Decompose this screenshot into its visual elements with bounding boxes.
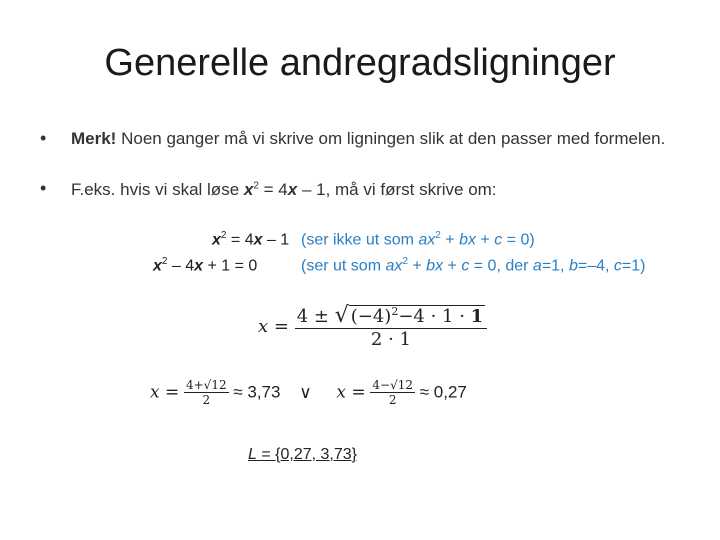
- formula-denominator: 2 · 1: [370, 329, 411, 350]
- bullet-2-marker: •: [40, 178, 47, 198]
- formula-fraction: [295, 303, 487, 350]
- merk-label: Merk!: [71, 129, 117, 148]
- radicand: $(-4)^2-4 \cdot 1 \cdot 1$: [350, 305, 484, 327]
- solution-2-value: ≈ 0,27: [419, 382, 467, 402]
- equation-rewritten-note: (ser ut som $ax^2$ + bx + c = 0, der a=1, b=–4, c=1): [301, 256, 646, 275]
- solution-2-fraction: $\frac{4-√12}{2}$: [372, 378, 413, 407]
- equation-original-note: (ser ikke ut som $ax^2$ + bx + c = 0): [301, 230, 535, 249]
- formula-numerator: 4 ± √ $(-4)^2-4 \cdot 1 \cdot 1$: [295, 303, 487, 329]
- solution-1-fraction: $\frac{4+√12}{2}$: [185, 378, 227, 407]
- solution-set: L = {0,27, 3,73}: [248, 446, 357, 463]
- bullet-1-text: Merk! Noen ganger må vi skrive om ligningen slik at den passer med formelen.: [71, 129, 666, 148]
- slide-title: Generelle andregradsligninger: [104, 42, 616, 84]
- quadratic-formula: [258, 303, 487, 350]
- solutions-row: x = $\frac{4+√12}{2}$ ≈ 3,73 ∨ x = $\frac{4-√12}{2}$ ≈ 0,27: [150, 378, 467, 407]
- formula-lhs: x =: [258, 316, 289, 337]
- solution-1-value: ≈ 3,73: [233, 382, 281, 402]
- equation-rewritten: $x^2 - 4x + 1 = 0$: [153, 256, 258, 275]
- equation-original: $x^2 = 4x - 1$: [212, 230, 290, 249]
- sqrt-symbol: √: [334, 303, 349, 328]
- or-symbol: ∨: [299, 382, 312, 402]
- bullet-1-marker: •: [40, 128, 47, 148]
- bullet-2-text: F.eks. hvis vi skal løse $x^2 = 4x - 1$, må vi først skrive om:: [71, 180, 497, 199]
